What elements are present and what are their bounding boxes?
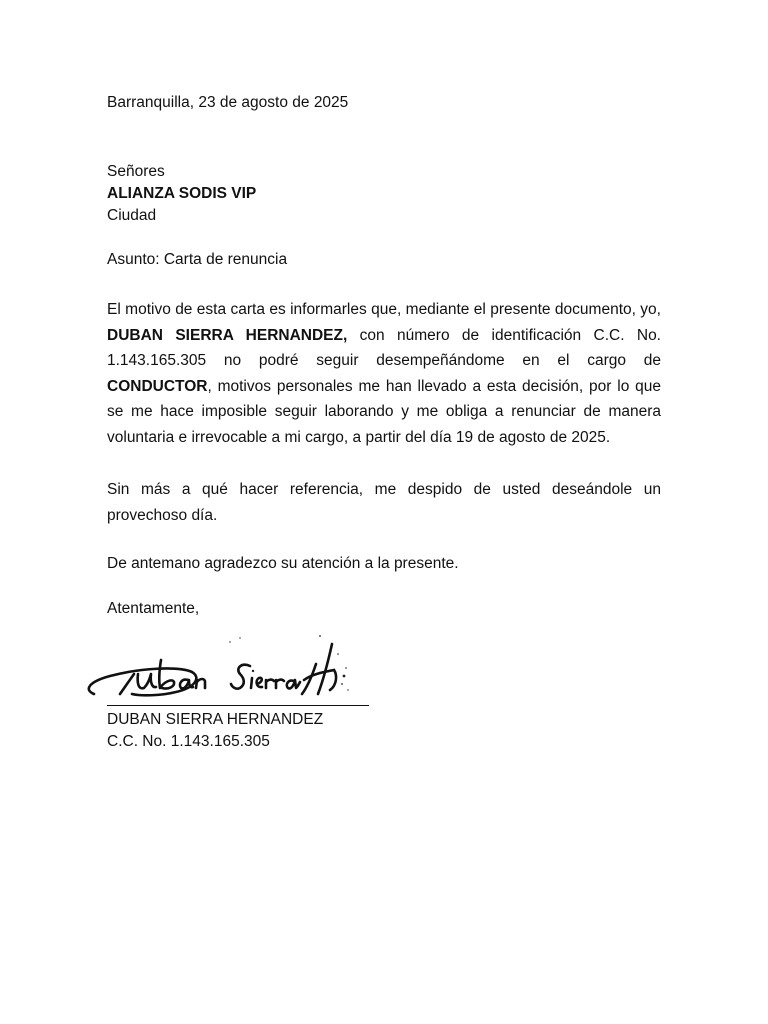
body-text-1a: El motivo de esta carta es informarles que, mediante el presente documento, yo,: [107, 301, 661, 318]
salutation: Señores: [107, 163, 165, 180]
subject: Asunto: Carta de renuncia: [107, 251, 288, 268]
closing: Atentamente,: [107, 600, 200, 617]
signature-line: [107, 705, 369, 706]
job-role: CONDUCTOR: [107, 377, 208, 395]
place-date: Barranquilla, 23 de agosto de 2025: [107, 94, 349, 111]
employee-name: DUBAN SIERRA HERNANDEZ,: [107, 326, 348, 344]
body-text-1c: , motivos personales me han llevado a esta decisión, por lo que se me hace imposible seguir laborando y me obliga a renunciar de manera voluntaria e irrevocable a mi cargo, a partir del día 19 de agosto de 2025.: [107, 377, 661, 446]
company-name: ALIANZA SODIS VIP: [107, 185, 257, 202]
handwritten-signature: [80, 624, 380, 710]
body-paragraph-2: Sin más a qué hacer referencia, me despido de usted deseándole un provechoso día.: [107, 481, 661, 524]
body-text-1b: con número de identificación C.C. No. 1.143.165.305 no podré seguir desempeñándome en el cargo de: [107, 326, 661, 369]
signer-id: C.C. No. 1.143.165.305: [107, 733, 270, 750]
city: Ciudad: [107, 207, 157, 224]
signer-name: DUBAN SIERRA HERNANDEZ: [107, 711, 324, 728]
body-paragraph-3: De antemano agradezco su atención a la presente.: [107, 555, 459, 572]
body-paragraph-1: [107, 297, 661, 450]
